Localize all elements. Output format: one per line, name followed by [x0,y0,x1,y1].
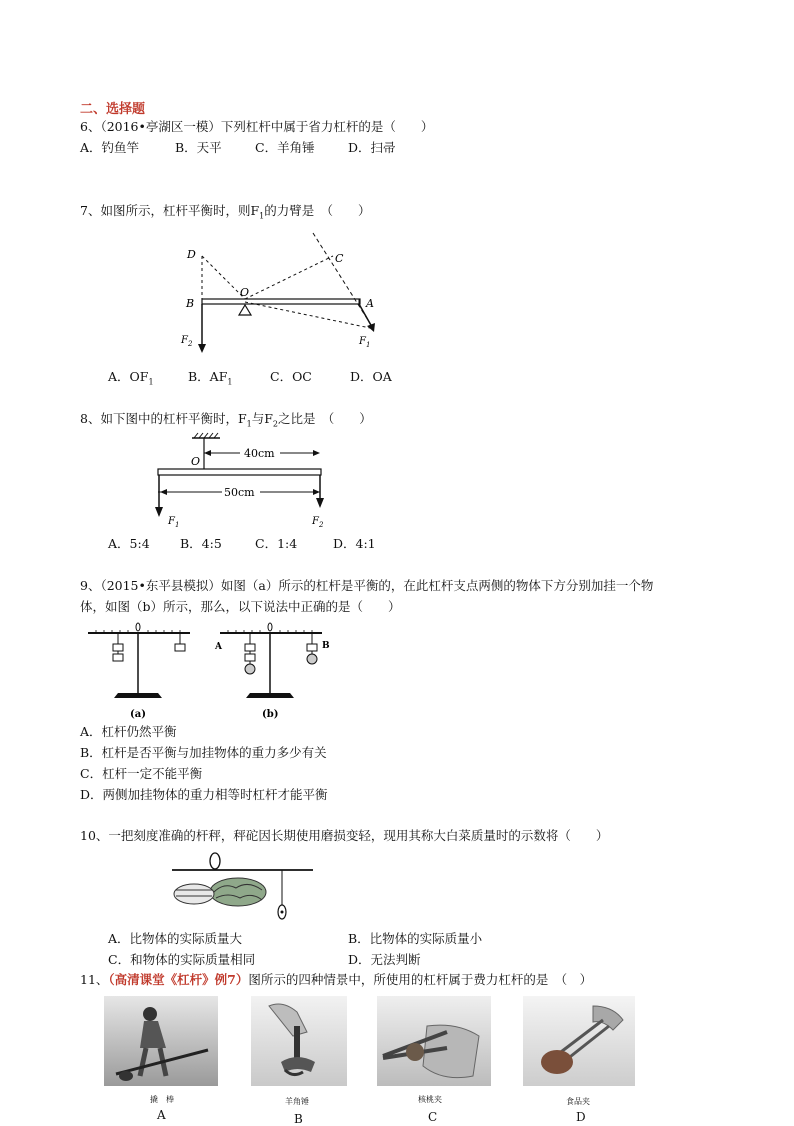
question-10-option-a: A．比物体的实际质量大 [108,931,243,946]
balance-a [88,623,190,720]
steelyard-hook-ring [210,853,220,869]
question-8-option-d: D．4:1 [333,536,376,551]
question-9-balance-diagrams [82,618,342,723]
balance-b [214,623,330,720]
label-a: A [366,297,374,310]
photo-claw-hammer [251,996,347,1086]
question-9-option-b: B．杠杆是否平衡与加挂物体的重力多少有关 [80,745,327,760]
label-a-point: A [215,642,222,652]
letter-a: A [157,1108,166,1122]
question-7-option-c: C．OC [270,369,312,384]
label-b: B [186,297,195,310]
question-10-stem: 10、一把刻度准确的杆秤，秤砣因长期使用磨损变轻，现用其称大白菜质量时的示数将（ ） [80,828,609,843]
question-6-option-b: B．天平 [175,140,222,155]
label-b-caption: (b) [262,709,279,720]
question-6-option-a: A．钓鱼竿 [80,140,140,155]
question-9-option-d: D．两侧加挂物体的重力相等时杠杆才能平衡 [80,787,328,802]
label-o: O [240,286,250,299]
letter-c: C [428,1110,438,1124]
question-9-option-c: C．杠杆一定不能平衡 [80,766,203,781]
dashed-line-of1 [245,302,370,328]
letter-b: B [294,1112,303,1126]
label-50cm: 50cm [224,486,255,499]
question-6-stem: 6、（2016•亭湖区一模）下列杠杆中属于省力杠杆的是（ ） [80,119,434,134]
photo-food-tongs [523,996,635,1086]
photo-nutcracker [377,996,491,1086]
label-f2: $F_2$ [312,516,324,529]
question-7-lever-diagram [175,228,405,358]
question-10-steelyard-diagram [168,850,318,926]
question-8-lever-diagram [148,432,338,532]
question-7-option-d: D．OA [350,369,392,384]
caption-b: 羊角锤 [285,1097,309,1106]
cabbage-image [174,878,266,906]
label-f2: $F_2$ [181,335,193,348]
label-c: C [335,252,344,265]
fulcrum-triangle [239,305,251,315]
label-f1: $F_1$ [168,516,180,529]
question-9-stem-line-1: 9、（2015•东平县模拟）如图（a）所示的杠杆是平衡的，在此杠杆支点两侧的物体下方分别加挂一个物 [80,578,654,593]
label-f1: $F_1$ [359,336,371,349]
label-d: D [187,248,196,261]
dashed-line-do [202,256,245,299]
question-6-option-c: C．羊角锤 [255,140,315,155]
question-11-source: （高清课堂《杠杆》例7） [108,972,249,987]
lever-bar [202,299,360,304]
label-40cm: 40cm [244,447,275,460]
question-7-stem: 7、如图所示，杠杆平衡时，则$F_1$的力臂是 （ ） [80,203,371,221]
photo-crowbar [104,996,218,1086]
label-a-caption: (a) [130,709,146,720]
letter-d: D [576,1110,586,1124]
question-9-stem-line-2: 体，如图（b）所示，那么，以下说法中正确的是（ ） [80,599,401,614]
question-7-option-b: B．$AF_1$ [188,369,233,387]
question-10-option-b: B．比物体的实际质量小 [348,931,483,946]
question-6-option-d: D．扫帚 [348,140,396,155]
caption-a: 撬 棒 [150,1095,174,1104]
label-o: O [191,455,201,468]
lever-bar [158,469,321,475]
question-8-option-a: A．5:4 [108,536,150,551]
question-9-option-a: A．杠杆仍然平衡 [80,724,177,739]
caption-c: 核桃夹 [418,1095,442,1104]
section-title: 二、选择题 [80,102,146,117]
question-7-option-a: A．$OF_1$ [108,369,154,387]
question-8-option-b: B．4:5 [180,536,222,551]
label-b-point: B [322,641,330,651]
caption-d: 食品夹 [566,1097,590,1106]
question-8-option-c: C．1:4 [255,536,298,551]
question-8-stem: 8、如下图中的杠杆平衡时，$F_1$与$F_2$之比是 （ ） [80,411,372,429]
question-10-option-c: C．和物体的实际质量相同 [108,952,256,967]
dashed-line-oc [245,256,333,299]
question-10-option-d: D．无法判断 [348,952,421,967]
question-11-stem: 11、（高清课堂《杠杆》例7）图所示的四种情景中，所使用的杠杆属于费力杠杆的是 （ ） [80,972,593,987]
